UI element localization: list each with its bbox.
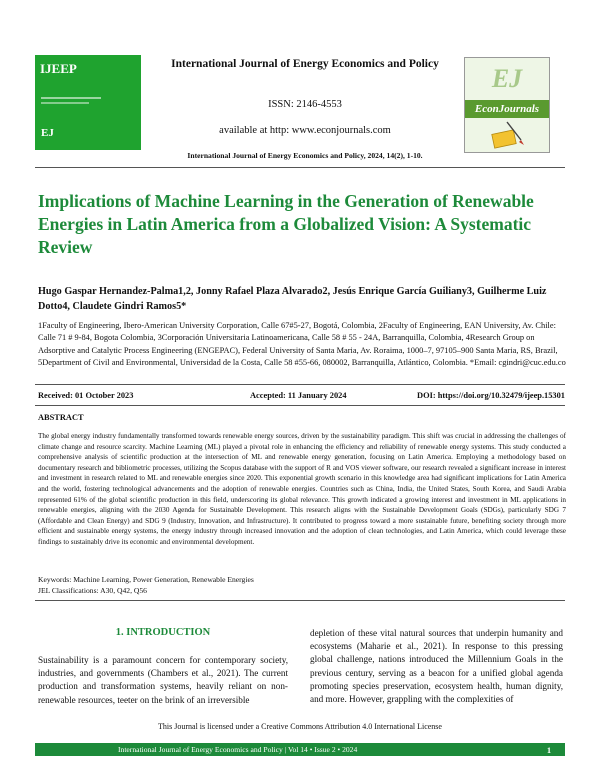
journal-cover-thumbnail (35, 55, 141, 150)
divider (35, 384, 565, 385)
accepted-date: Accepted: 11 January 2024 (250, 391, 347, 400)
keywords: Keywords: Machine Learning, Power Generation, Renewable Energies (38, 575, 254, 584)
abstract-heading: ABSTRACT (38, 413, 84, 422)
header-divider (35, 167, 565, 168)
cover-decoration (41, 102, 89, 104)
divider (35, 600, 565, 601)
citation-line: International Journal of Energy Economics and Policy, 2024, 14(2), 1-10. (187, 151, 423, 160)
body-text-left-column: Sustainability is a paramount concern for contemporary society, industries, and governments (Chambers et al., 2021). The current production and transformation systems, heavily reliant on non-renewable resources, teeter on the brink of an irreversible (38, 655, 288, 705)
cover-decoration (41, 97, 101, 99)
issn: ISSN: 2146-4553 (268, 99, 342, 110)
journal-title: International Journal of Energy Economics and Policy (171, 58, 439, 70)
econjournals-logo (464, 57, 550, 153)
cover-title: IJEEP (40, 61, 77, 76)
doi-link[interactable]: DOI: https://doi.org/10.32479/ijeep.15301 (417, 391, 565, 400)
received-date: Received: 01 October 2023 (38, 391, 134, 400)
logo-name: EconJournals (465, 100, 549, 118)
abstract-body: The global energy industry fundamentally transformed towards renewable energy sources, driven by the sustainability paradigm. This shift was crucial in addressing the challenges of climate change and resource scarcity. Machine Learning (ML) played a pivotal role in enhancing the efficiency and reliability of renewable energy systems. This study conducted a comprehensive analysis of scientific production at the intersection of ML and renewable energy generation, focusing on Latin America. Employing a methodology based on documentary research and bibliometric processes, utilizing the Scopus database with the support of R and VOS viewer software, our research revealed a significant increase in interest and investment in research related to ML and renewable energies since 2020. This exponential growth scenario in this knowledge area had significant implications for Latin America and the world, fostering technological advancements and the adoption of renewable energies. Countries such as China, India, the United States, South Korea, and Saudi Arabia represented 61% of the global scientific production in this field, underscoring its global relevance. This growth indicated a growing interest and investment in ML applications in renewable energies, aligning with the 2030 Agenda for Sustainable Development. This research aligns with the Sustainable Development Goals (SDGs), particularly SDG 7 (Affordable and Clean Energy) and SDG 9 (Industry, Innovation, and Infrastructure). It contributed to progress toward a more sustainable future, benefiting society through more efficient and sustainable energy systems, the energy industry through increased innovation and the adoption of clean technologies, and Latin America, which could leverage these findings to sustainably drive its economic and environmental development. (38, 432, 566, 546)
jel-classifications: JEL Classifications: A30, Q42, Q56 (38, 586, 147, 595)
author-list: Hugo Gaspar Hernandez-Palma1,2, Jonny Rafael Plaza Alvarado2, Jesús Enrique García Guiliany3, Guilherme Luiz Dotto4, Claudete Gindri Ramos5* (38, 286, 547, 312)
section-heading-introduction: 1. INTRODUCTION (115, 627, 211, 638)
pen-icon (465, 118, 551, 154)
body-text-right-column: depletion of these vital natural sources that underpin humanity and ecosystems (Maharie et al., 2021). In response to this pressing global challenge, nations introduced the Millennium Goals in the previous century, serving as a beacon for a unified global agenda promoting species preservation, ecosystem health, human dignity, and more. However, grappling with the complexities of (310, 628, 563, 705)
footer-journal-line: International Journal of Energy Economics and Policy | Vol 14 • Issue 2 • 2024 (118, 745, 358, 754)
paper-title: Implications of Machine Learning in the Generation of Renewable Energies in Latin America from a Globalized Vision: A Systematic Review (38, 191, 534, 257)
logo-mark: EJ (491, 64, 523, 93)
license-notice: This Journal is licensed under a Creative Commons Attribution 4.0 International License (158, 722, 442, 731)
affiliations: 1Faculty of Engineering, Ibero-American University Corporation, Calle 67#5-27, Bogotá, Colombia, 2Faculty of Engineering, EAN University, Av. Chile: Calle 71 # 9-84, Bogota Colombia, 3Corporación Universitaria Latinoamericana, Calle 58 # 55 - 24A, Barranquilla, Colombia, 4Research Group on Adsorptive and Catalytic Process Engineering (ENGEPAC), Federal University of Santa Maria, Av. Roraima, 1000–7, 97105–900 Santa Maria, RS, Brazil, 5Department of Civil and Environmental, Universidad de la Costa, Calle 58 #55-66, 080002, Barranquilla, Atlántico, Colombia. *Email: cgindri@cuc.edu.co (38, 321, 566, 367)
divider (35, 405, 565, 406)
page-number: 1 (546, 745, 552, 755)
availability-line: available at http: www.econjournals.com (219, 125, 391, 136)
cover-ej-mark: EJ (41, 127, 54, 139)
